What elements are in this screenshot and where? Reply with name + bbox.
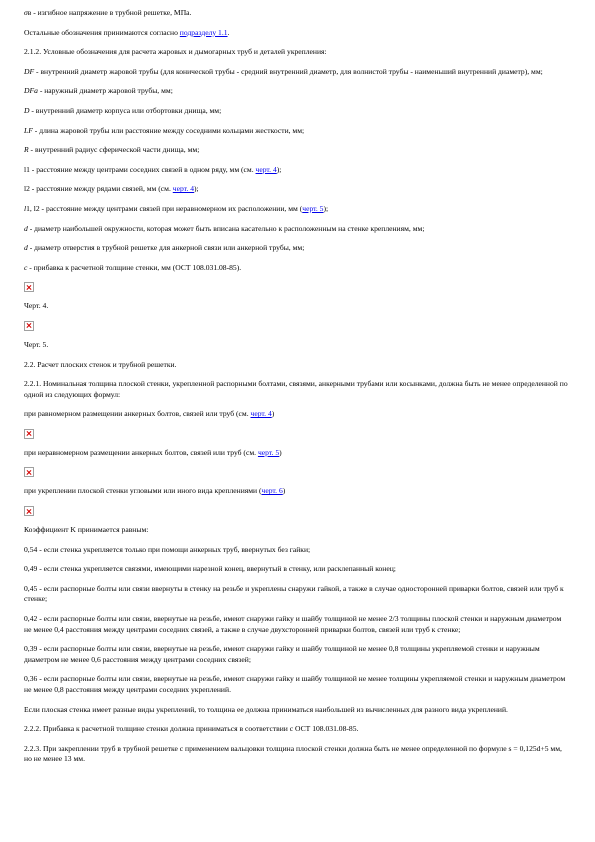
paragraph	[24, 379, 570, 400]
paragraph-text: 0,45 - если распорные болты или связи ввернуты в стенку на резьбе и укреплены снаружи гайкой, а также в случае односторонней приварки болтов, связей или труб к стенке;	[24, 583, 564, 604]
paragraph	[24, 263, 570, 274]
paragraph-text: - внутренний диаметр корпуса или отбортовки днища, мм;	[29, 105, 222, 115]
paragraph-text: l2 - расстояние между рядами связей, мм (см.	[24, 184, 173, 194]
symbol: DF	[24, 66, 35, 76]
symbol: l	[24, 203, 27, 213]
paragraph	[24, 448, 570, 459]
symbol: σ	[24, 8, 28, 17]
paragraph	[24, 674, 570, 695]
paragraph-text: Черт. 5.	[24, 339, 49, 349]
paragraph-text-tail: )	[282, 486, 286, 496]
document-body	[24, 8, 570, 774]
paragraph-text: - диаметр наибольшей окружности, которая может быть вписана касательно к расположенным на стенке креплениям, мм;	[27, 223, 425, 233]
paragraph	[24, 28, 570, 39]
paragraph-text: - наружный диаметр жаровой трубы, мм;	[37, 86, 173, 96]
paragraph	[24, 744, 570, 765]
paragraph-text: l1 - расстояние между центрами соседних связей в одном ряду, мм (см.	[24, 164, 256, 174]
paragraph	[24, 224, 570, 235]
paragraph	[24, 184, 570, 195]
paragraph-text: 2.2. Расчет плоских стенок и трубной решетки.	[24, 359, 177, 369]
image-placeholder-icon	[24, 321, 34, 331]
paragraph	[24, 724, 570, 735]
paragraph-text: в - изгибное напряжение в трубной решетке, МПа.	[27, 8, 192, 17]
paragraph-text: - диаметр отверстия в трубной решетке для анкерной связи или анкерной трубы, мм;	[27, 243, 305, 253]
paragraph-text-tail: );	[323, 203, 329, 213]
paragraph-text: 0,49 - если стенка укрепляется связями, имеющими нарезной конец, ввернутый в стенку, или расклепанный конец;	[24, 564, 396, 574]
paragraph-text: - внутренний радиус сферической части днища, мм;	[28, 145, 200, 155]
paragraph-text: 2.2.2. Прибавка к расчетной толщине стенки должна приниматься в соответствии с ОСТ 108.031.08-85.	[24, 724, 359, 734]
paragraph	[24, 545, 570, 556]
paragraph	[24, 360, 570, 371]
paragraph	[24, 340, 570, 351]
paragraph-text: 0,54 - если стенка укрепляется только при помощи анкерных труб, ввернутых без гайки;	[24, 544, 311, 554]
paragraph-text: Черт. 4.	[24, 301, 49, 311]
paragraph	[24, 86, 570, 97]
paragraph	[24, 584, 570, 605]
symbol: LF	[24, 125, 33, 135]
paragraph-text: при укреплении плоской стенки угловыми или иного вида креплениями (	[24, 486, 262, 496]
paragraph-text: Остальные обозначения принимаются согласно	[24, 27, 180, 37]
image-placeholder-icon	[24, 429, 34, 439]
paragraph	[24, 644, 570, 665]
paragraph	[24, 301, 570, 312]
reference-link[interactable]: подразделу 1.1	[179, 27, 228, 37]
paragraph-text: Если плоская стенка имеет разные виды укреплений, то толщина ее должна приниматься наибольшей из вычисленных для разного вида укреплений.	[24, 704, 508, 714]
paragraph	[24, 8, 570, 19]
image-placeholder-icon	[24, 467, 34, 477]
paragraph-text: 2.2.1. Номинальная толщина плоской стенки, укрепленной распорными болтами, связями, анкерными трубами или косынками, должна быть не менее определенной по одной из следующих формул:	[24, 379, 568, 399]
paragraph	[24, 126, 570, 137]
symbol: Коэффициент K	[24, 525, 76, 535]
paragraph-text: - прибавка к расчетной толщине стенки, мм (ОСТ 108.031.08-85).	[27, 262, 242, 272]
paragraph	[24, 204, 570, 215]
paragraph	[24, 525, 570, 536]
symbol: DFa	[24, 86, 38, 96]
paragraph-text: 2.2.3. При закреплении труб в трубной решетке с применением вальцовки толщина плоской стенки должна быть не менее определенной по формуле s = 0,125d+5 мм, но не менее 13 мм.	[24, 743, 562, 764]
reference-link[interactable]: черт. 5	[302, 203, 324, 213]
reference-link[interactable]: черт. 5	[257, 447, 280, 457]
paragraph-text: при равномерном размещении анкерных болтов, связей или труб (см.	[24, 409, 251, 419]
paragraph-text: 0,39 - если распорные болты или связи, ввернутые на резьбе, имеют снаружи гайку и шайбу толщиной не менее 0,8 толщины укрепляемой стенки и наружным диаметром не менее 0,6 расстояния между центрами соседних связей;	[24, 644, 540, 664]
paragraph-text-tail: .	[227, 27, 230, 37]
paragraph-text: - внутренний диаметр жаровой трубы (для конической трубы - средний внутренний диаметр, для волнистой трубы - наименьший внутренний диаметр), мм;	[34, 66, 543, 76]
paragraph-text: 2.1.2. Условные обозначения для расчета жаровых и дымогарных труб и деталей укрепления:	[24, 47, 327, 57]
paragraph-text: - длина жаровой трубы или расстояние между соседними кольцами жесткости, мм;	[32, 125, 305, 135]
symbol: D	[24, 105, 30, 115]
reference-link[interactable]: черт. 4	[250, 409, 272, 419]
paragraph-text-tail: )	[279, 447, 282, 457]
symbol: R	[24, 145, 29, 155]
paragraph-text: при неравномерном размещении анкерных болтов, связей или труб (см.	[24, 447, 258, 457]
paragraph-text-tail: )	[271, 409, 275, 419]
paragraph-text: принимается равным:	[75, 525, 149, 535]
image-placeholder-icon	[24, 506, 34, 516]
paragraph	[24, 564, 570, 575]
reference-link[interactable]: черт. 4	[255, 164, 277, 174]
image-placeholder-icon	[24, 282, 34, 292]
paragraph	[24, 145, 570, 156]
symbol: d	[24, 223, 28, 233]
paragraph-text: 0,36 - если распорные болты или связи, ввернутые на резьбе, имеют снаружи гайку и шайбу толщиной не менее толщины укрепляемой стенки и наружным диаметром не менее 0,8 расстояния между центрами соседних укреплений.	[24, 674, 566, 694]
reference-link[interactable]: черт. 4	[172, 184, 194, 194]
paragraph	[24, 47, 570, 58]
symbol: d	[24, 243, 28, 253]
paragraph	[24, 486, 570, 497]
paragraph	[24, 409, 570, 420]
reference-link[interactable]: черт. 6	[261, 486, 283, 496]
paragraph	[24, 67, 570, 78]
paragraph-text-tail: );	[194, 184, 199, 194]
paragraph	[24, 614, 570, 635]
symbol: c	[24, 262, 28, 272]
paragraph-text: 0,42 - если распорные болты или связи, ввернутые на резьбе, имеют снаружи гайку и шайбу толщиной не менее 2/3 толщины плоской стенки и наружным диаметром не менее 0,4 расстояния между центрами соседних связей, а также в случае двухсторонней приварки болтов, связей или труб к стенке;	[24, 614, 562, 634]
paragraph	[24, 243, 570, 254]
paragraph	[24, 705, 570, 716]
paragraph	[24, 165, 570, 176]
paragraph-text-tail: );	[276, 164, 282, 174]
paragraph	[24, 106, 570, 117]
paragraph-text: 1, l2 - расстояние между центрами связей при неравномерном их расположении, мм (	[26, 203, 303, 213]
